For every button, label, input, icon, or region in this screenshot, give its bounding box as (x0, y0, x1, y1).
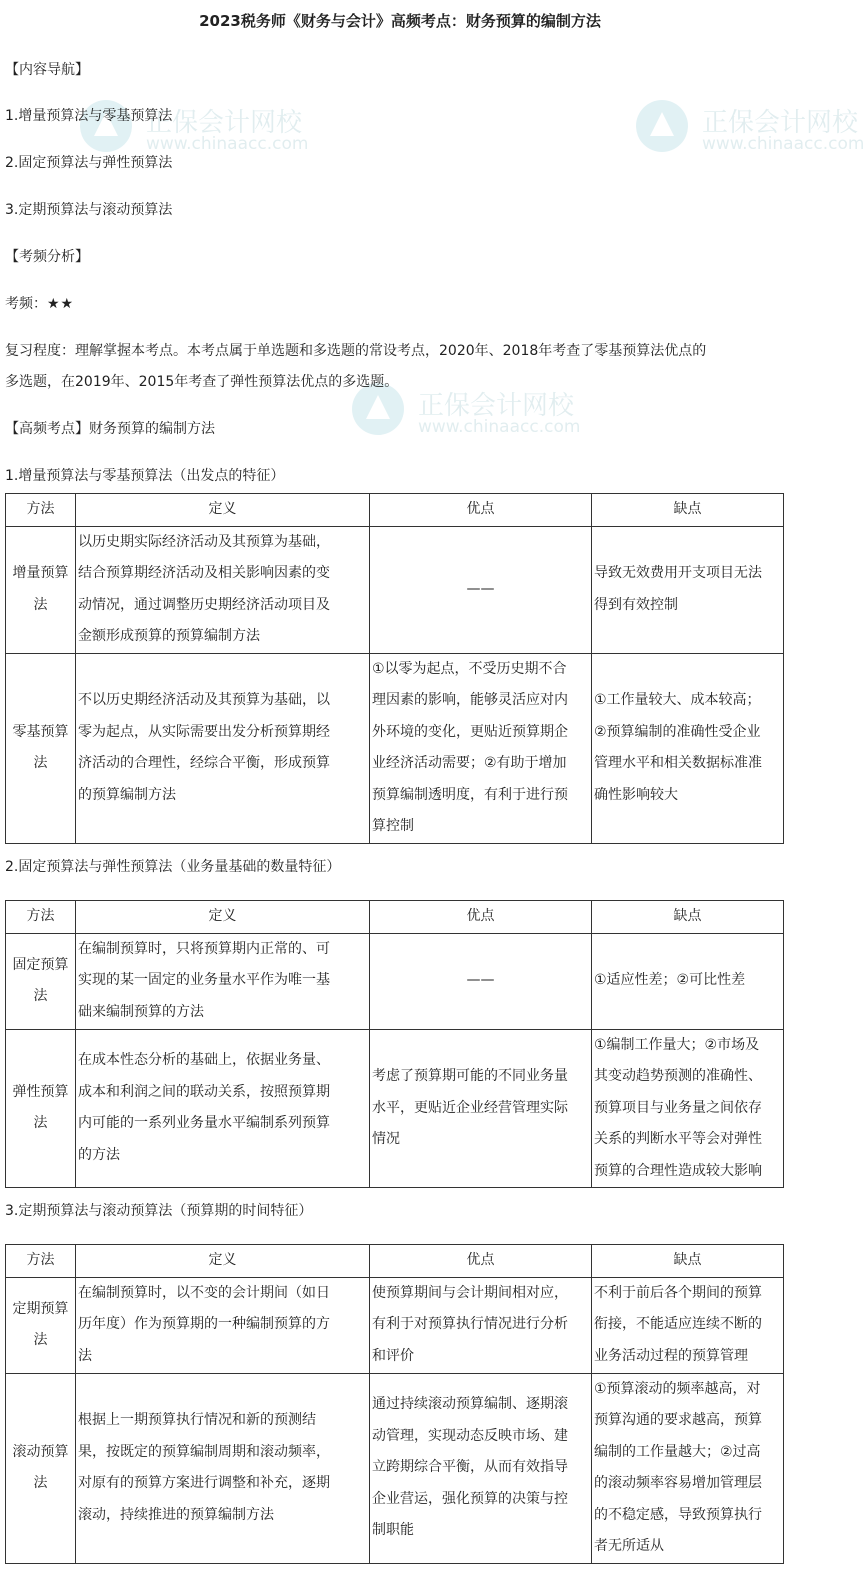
table-header-row (6, 494, 784, 527)
header-definition: 定义 (76, 1245, 370, 1278)
definition-cell: 根据上一期预算执行情况和新的预测结 果，按既定的预算编制周期和滚动频率， 对原有的预算方案进行调整和补充，逐期 滚动，持续推进的预算编制方法 (76, 1373, 370, 1563)
freq-stars: ★★ (47, 296, 75, 312)
method-table (5, 1244, 784, 1564)
advantages-cell: —— (370, 526, 592, 653)
header-disadvantages: 缺点 (592, 1245, 784, 1278)
disadvantages-cell: 不利于前后各个期间的预算 衔接，不能适应连续不断的 业务活动过程的预算管理 (592, 1277, 784, 1373)
page-title: 2023税务师《财务与会计》高频考点：财务预算的编制方法 (199, 12, 601, 30)
table-row (6, 1277, 784, 1373)
header-method: 方法 (6, 901, 76, 934)
table-header-row (6, 901, 784, 934)
disadvantages-cell: ①适应性差；②可比性差 (592, 933, 784, 1029)
advantages-cell: 通过持续滚动预算编制、逐期滚 动管理，实现动态反映市场、建 立跨期综合平衡，从而有效指导 企业营运，强化预算的决策与控 制职能 (370, 1373, 592, 1563)
advantages-cell: 考虑了预算期可能的不同业务量 水平，更贴近企业经营管理实际 情况 (370, 1029, 592, 1188)
definition-cell: 不以历史期经济活动及其预算为基础，以 零为起点，从实际需要出发分析预算期经 济活动的合理性，经综合平衡，形成预算 的预算编制方法 (76, 653, 370, 843)
table-row (6, 933, 784, 1029)
table-row (6, 653, 784, 843)
table-row (6, 526, 784, 653)
nav-item-1: 1.增量预算法与零基预算法 (5, 108, 173, 124)
table-row (6, 1373, 784, 1563)
watermark-name: 正保会计网校 (702, 108, 859, 138)
method-cell: 增量预算 法 (6, 526, 76, 653)
freq-heading: 【考频分析】 (5, 249, 89, 265)
header-disadvantages: 缺点 (592, 494, 784, 527)
section-heading: 2.固定预算法与弹性预算法（业务量基础的数量特征） (5, 859, 341, 875)
method-cell: 弹性预算 法 (6, 1029, 76, 1188)
header-disadvantages: 缺点 (592, 901, 784, 934)
freq-label: 考频： (5, 296, 47, 312)
watermark-name: 正保会计网校 (146, 108, 303, 138)
advantages-cell: ①以零为起点，不受历史期不合 理因素的影响，能够灵活应对内 外环境的变化，更贴近预算期企 业经济活动需要；②有助于增加 预算编制透明度，有利于进行预 算控制 (370, 653, 592, 843)
definition-cell: 在编制预算时，只将预算期内正常的、可 实现的某一固定的业务量水平作为唯一基 础来编制预算的方法 (76, 933, 370, 1029)
header-definition: 定义 (76, 901, 370, 934)
header-method: 方法 (6, 494, 76, 527)
disadvantages-cell: ①编制工作量大；②市场及 其变动趋势预测的准确性、 预算项目与业务量之间依存 关系的判断水平等会对弹性 预算的合理性造成较大影响 (592, 1029, 784, 1188)
definition-cell: 以历史期实际经济活动及其预算为基础， 结合预算期经济活动及相关影响因素的变 动情况，通过调整历史期经济活动项目及 金额形成预算的预算编制方法 (76, 526, 370, 653)
header-advantages: 优点 (370, 901, 592, 934)
section-heading: 1.增量预算法与零基预算法（出发点的特征） (5, 468, 285, 484)
table-row (6, 1029, 784, 1188)
nav-item-2: 2.固定预算法与弹性预算法 (5, 155, 173, 171)
topic-heading: 【高频考点】财务预算的编制方法 (5, 421, 215, 437)
advantages-cell: —— (370, 933, 592, 1029)
header-advantages: 优点 (370, 494, 592, 527)
header-advantages: 优点 (370, 1245, 592, 1278)
disadvantages-cell: 导致无效费用开支项目无法 得到有效控制 (592, 526, 784, 653)
section-heading: 3.定期预算法与滚动预算法（预算期的时间特征） (5, 1203, 313, 1219)
method-cell: 定期预算 法 (6, 1277, 76, 1373)
freq-line (5, 289, 790, 320)
header-definition: 定义 (76, 494, 370, 527)
watermark-name: 正保会计网校 (418, 391, 575, 421)
method-cell: 滚动预算 法 (6, 1373, 76, 1563)
watermark-url: www.chinaacc.com (418, 417, 581, 437)
review-text (5, 336, 790, 398)
definition-cell: 在编制预算时，以不变的会计期间（如日 历年度）作为预算期的一种编制预算的方 法 (76, 1277, 370, 1373)
method-table (5, 493, 784, 844)
method-cell: 固定预算 法 (6, 933, 76, 1029)
table-header-row (6, 1245, 784, 1278)
watermark-url: www.chinaacc.com (146, 134, 309, 154)
advantages-cell: 使预算期间与会计期间相对应， 有利于对预算执行情况进行分析 和评价 (370, 1277, 592, 1373)
definition-cell: 在成本性态分析的基础上，依据业务量、 成本和利润之间的联动关系，按照预算期 内可能的一系列业务量水平编制系列预算 的方法 (76, 1029, 370, 1188)
method-cell: 零基预算 法 (6, 653, 76, 843)
disadvantages-cell: ①预算滚动的频率越高，对 预算沟通的要求越高，预算 编制的工作量越大；②过高 的滚动频率容易增加管理层 的不稳定感，导致预算执行 者无所适从 (592, 1373, 784, 1563)
nav-item-3: 3.定期预算法与滚动预算法 (5, 202, 173, 218)
nav-heading: 【内容导航】 (5, 62, 89, 78)
header-method: 方法 (6, 1245, 76, 1278)
method-table (5, 900, 784, 1188)
disadvantages-cell: ①工作量较大、成本较高； ②预算编制的准确性受企业 管理水平和相关数据标准准 确性影响较大 (592, 653, 784, 843)
watermark-url: www.chinaacc.com (702, 134, 864, 154)
review-line-2: 多选题，在2019年、2015年考查了弹性预算法优点的多选题。 (5, 374, 399, 390)
review-line-1: 复习程度：理解掌握本考点。本考点属于单选题和多选题的常设考点，2020年、2018年考查了零基预算法优点的 (5, 343, 707, 359)
